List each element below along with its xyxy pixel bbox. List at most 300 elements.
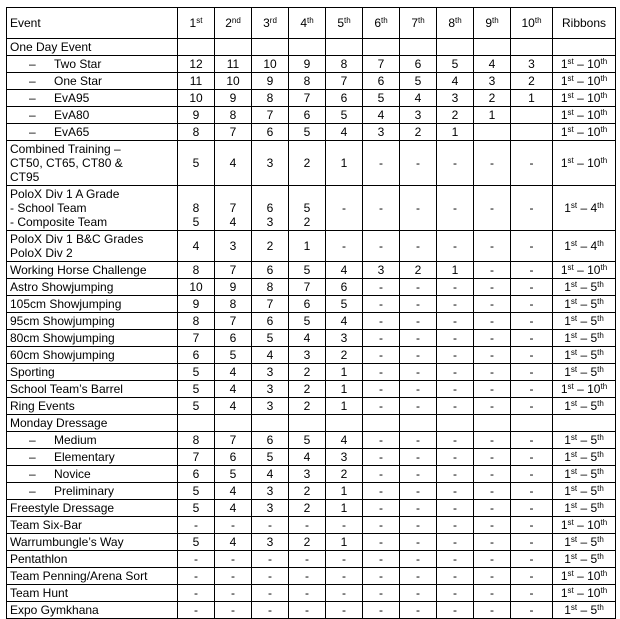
points-cell-3: [252, 186, 289, 231]
ribbon-from: 1: [560, 586, 568, 600]
event-name-cell: [7, 381, 178, 398]
points-cell-1: 6: [178, 466, 215, 483]
event-name-text: EvA65: [54, 125, 90, 139]
points-cell-2: 9: [215, 90, 252, 107]
points-cell-9: -: [474, 296, 511, 313]
table-row: [7, 313, 616, 330]
points-cell-8: 5: [437, 56, 474, 73]
place-header-suffix: th: [307, 16, 314, 25]
points-cell-10: -: [511, 602, 553, 619]
event-name-text: Monday Dressage: [10, 416, 108, 430]
event-name-cell: [7, 432, 178, 449]
points-cell-3: 10: [252, 56, 289, 73]
event-name-cell: [7, 585, 178, 602]
points-value: [514, 215, 549, 229]
points-cell-1: 5: [178, 500, 215, 517]
points-cell-4: 2: [289, 500, 326, 517]
points-cell-9: -: [474, 517, 511, 534]
points-value: [403, 187, 433, 201]
points-cell-7: -: [400, 449, 437, 466]
points-cell-1: -: [178, 602, 215, 619]
indent-dash: –: [29, 74, 36, 88]
event-name-line: [29, 91, 174, 105]
ribbon-from: 1: [560, 108, 568, 122]
event-name-cell: [7, 296, 178, 313]
ribbon-sep: –: [577, 280, 591, 294]
event-name-text: Team Six-Bar: [10, 518, 83, 532]
points-cell-9: -: [474, 534, 511, 551]
indent-dash: –: [29, 125, 36, 139]
event-name-cell: [7, 39, 178, 56]
points-cell-10: -: [511, 466, 553, 483]
event-name-cell: [7, 279, 178, 296]
points-cell-6: 3: [363, 124, 400, 141]
points-cell-5: -: [326, 568, 363, 585]
points-cell-6: [363, 415, 400, 432]
points-value: [292, 187, 322, 201]
points-cell-3: 9: [252, 73, 289, 90]
points-cell-3: [252, 415, 289, 432]
points-value: -: [379, 201, 383, 215]
points-cell-8: -: [437, 568, 474, 585]
ribbons-cell: [553, 73, 616, 90]
ribbon-sep: –: [577, 501, 591, 515]
event-name-line: [10, 201, 174, 215]
points-cell-3: -: [252, 551, 289, 568]
points-cell-8: [437, 39, 474, 56]
points-cell-8: -: [437, 296, 474, 313]
points-cell-10: [511, 415, 553, 432]
ribbons-cell: [553, 517, 616, 534]
points-cell-2: -: [215, 568, 252, 585]
event-name-text: Medium: [54, 433, 97, 447]
ribbon-from: 1: [564, 365, 571, 379]
event-name-line: [10, 518, 174, 532]
event-name-line: [29, 450, 174, 464]
points-cell-4: 9: [289, 56, 326, 73]
points-cell-9: -: [474, 279, 511, 296]
table-row: [7, 551, 616, 568]
indent-dash: –: [29, 450, 36, 464]
table-row: [7, 483, 616, 500]
ribbon-sep: –: [573, 91, 588, 105]
points-cell-2: 5: [215, 466, 252, 483]
points-cell-9: 1: [474, 107, 511, 124]
points-cell-6: -: [363, 602, 400, 619]
points-cell-6: -: [363, 313, 400, 330]
points-value: [329, 187, 359, 201]
points-cell-6: -: [363, 551, 400, 568]
points-cell-3: 4: [252, 466, 289, 483]
points-cell-2: 6: [215, 449, 252, 466]
ribbon-sep: –: [577, 331, 591, 345]
table-row: [7, 90, 616, 107]
points-cell-5: 1: [326, 364, 363, 381]
ribbon-to-suf: th: [600, 586, 608, 595]
event-name-line: [10, 314, 174, 328]
ribbon-from-suf: st: [567, 57, 574, 66]
points-cell-7: -: [400, 330, 437, 347]
ribbon-to: 10: [587, 125, 601, 139]
ribbon-to: 10: [587, 382, 601, 396]
ribbons-cell: [553, 602, 616, 619]
points-cell-7: -: [400, 432, 437, 449]
ribbon-from-suf: st: [570, 365, 578, 374]
event-name-cell: [7, 568, 178, 585]
points-cell-3: 5: [252, 449, 289, 466]
points-cell-1: 7: [178, 449, 215, 466]
ribbon-from: 1: [564, 314, 571, 328]
ribbon-from-suf: st: [570, 348, 578, 357]
points-cell-10: -: [511, 381, 553, 398]
points-cell-2: -: [215, 551, 252, 568]
table-row: [7, 449, 616, 466]
points-value: -: [529, 201, 534, 215]
event-column-header: Event: [7, 8, 178, 39]
ribbons-cell: [553, 347, 616, 364]
ribbon-to-suf: th: [597, 331, 604, 340]
event-name-cell: [7, 500, 178, 517]
points-cell-8: -: [437, 381, 474, 398]
points-cell-4: 2: [289, 364, 326, 381]
points-cell-5: 4: [326, 124, 363, 141]
event-name-text: Warrumbungle’s Way: [10, 535, 124, 549]
points-cell-7: 2: [400, 124, 437, 141]
points-cell-1: 5: [178, 483, 215, 500]
points-value: [366, 187, 396, 201]
points-cell-8: -: [437, 466, 474, 483]
points-cell-6: -: [363, 534, 400, 551]
ribbon-from: 1: [564, 201, 571, 215]
ribbon-to-suf: th: [600, 108, 608, 117]
place-header-suffix: rd: [269, 16, 277, 25]
points-cell-5: 1: [326, 483, 363, 500]
ribbon-from-suf: st: [567, 518, 574, 527]
points-cell-1: [178, 186, 215, 231]
event-name-text: One Day Event: [10, 40, 92, 54]
event-name-cell: [7, 107, 178, 124]
points-cell-2: 8: [215, 107, 252, 124]
place-header-3: [252, 8, 289, 39]
event-name-text: 95cm Showjumping: [10, 314, 115, 328]
event-name-text: Combined Training –: [10, 142, 121, 156]
ribbons-cell: [553, 483, 616, 500]
points-cell-2: 4: [215, 141, 252, 186]
points-cell-3: 7: [252, 296, 289, 313]
event-name-text: EvA80: [54, 108, 90, 122]
ribbons-cell: [553, 313, 616, 330]
points-value: [514, 187, 549, 201]
points-cell-4: [289, 415, 326, 432]
points-cell-5: [326, 186, 363, 231]
table-row: [7, 602, 616, 619]
table-row: [7, 279, 616, 296]
points-cell-2: 7: [215, 313, 252, 330]
points-value: [477, 215, 507, 229]
points-cell-4: 2: [289, 483, 326, 500]
points-cell-4: -: [289, 585, 326, 602]
ribbon-to: 5: [590, 280, 598, 294]
table-row: [7, 517, 616, 534]
points-cell-2: 4: [215, 500, 252, 517]
points-cell-8: -: [437, 347, 474, 364]
points-cell-6: 6: [363, 73, 400, 90]
table-row: [7, 56, 616, 73]
points-cell-5: -: [326, 517, 363, 534]
ribbon-from-suf: st: [570, 467, 578, 476]
ribbon-from: 1: [560, 91, 568, 105]
section-row: [7, 39, 616, 56]
event-name-line: [10, 365, 174, 379]
points-cell-9: -: [474, 262, 511, 279]
points-cell-8: -: [437, 364, 474, 381]
points-cell-5: 1: [326, 500, 363, 517]
points-cell-4: 4: [289, 449, 326, 466]
ribbon-sep: –: [577, 603, 591, 617]
points-cell-2: 8: [215, 296, 252, 313]
points-cell-5: 8: [326, 56, 363, 73]
place-header-2: [215, 8, 252, 39]
points-cell-2: -: [215, 585, 252, 602]
event-name-cell: [7, 73, 178, 90]
points-cell-5: [326, 415, 363, 432]
points-cell-9: -: [474, 483, 511, 500]
place-header-num: 2: [225, 16, 232, 30]
ribbon-from: 1: [564, 535, 571, 549]
ribbon-from-suf: st: [570, 552, 578, 561]
points-cell-2: 4: [215, 364, 252, 381]
points-cell-9: -: [474, 313, 511, 330]
points-cell-9: [474, 39, 511, 56]
event-name-line: [10, 297, 174, 311]
event-name-cell: [7, 231, 178, 262]
event-name-text: School Team’s Barrel: [10, 382, 123, 396]
points-cell-8: -: [437, 231, 474, 262]
table-row: [7, 296, 616, 313]
ribbon-sep: –: [577, 552, 591, 566]
event-name-line: [10, 535, 174, 549]
points-cell-10: -: [511, 262, 553, 279]
table-row: [7, 500, 616, 517]
points-cell-8: -: [437, 141, 474, 186]
ribbons-cell: [553, 551, 616, 568]
points-cell-9: -: [474, 364, 511, 381]
ribbon-to-suf: th: [600, 263, 608, 272]
ribbon-from-suf: st: [567, 156, 574, 165]
event-name-line: [10, 552, 174, 566]
points-cell-7: -: [400, 398, 437, 415]
event-name-cell: [7, 313, 178, 330]
ribbons-cell: [553, 364, 616, 381]
points-value: [255, 187, 285, 201]
points-value: [366, 215, 396, 229]
points-cell-9: -: [474, 347, 511, 364]
ribbon-to: 5: [590, 484, 598, 498]
table-row: [7, 107, 616, 124]
ribbon-sep: –: [577, 297, 591, 311]
points-cell-7: [400, 186, 437, 231]
event-name-line: [10, 382, 174, 396]
points-cell-10: -: [511, 347, 553, 364]
points-cell-7: 5: [400, 73, 437, 90]
points-cell-6: [363, 186, 400, 231]
ribbon-to-suf: th: [600, 91, 608, 100]
points-cell-3: 8: [252, 279, 289, 296]
event-name-line: [10, 331, 174, 345]
points-cell-3: -: [252, 568, 289, 585]
points-cell-6: -: [363, 585, 400, 602]
points-cell-10: [511, 107, 553, 124]
event-name-cell: [7, 466, 178, 483]
points-cell-5: -: [326, 585, 363, 602]
ribbon-to-suf: th: [597, 314, 604, 323]
ribbons-cell: [553, 432, 616, 449]
event-name-line: [10, 215, 174, 229]
points-value: [477, 187, 507, 201]
ribbon-sep: –: [573, 57, 588, 71]
ribbon-to-suf: th: [597, 348, 604, 357]
points-cell-5: 1: [326, 534, 363, 551]
ribbon-sep: –: [573, 74, 588, 88]
event-name-line: [10, 156, 174, 170]
ribbons-cell: [553, 449, 616, 466]
ribbon-sep: –: [573, 125, 588, 139]
points-cell-5: 7: [326, 73, 363, 90]
place-header-num: 7: [411, 16, 418, 30]
points-cell-6: -: [363, 483, 400, 500]
points-cell-7: 2: [400, 262, 437, 279]
ribbon-sep: –: [577, 365, 591, 379]
points-cell-6: 7: [363, 56, 400, 73]
event-name-cell: [7, 141, 178, 186]
ribbon-from: 1: [564, 450, 571, 464]
points-cell-10: -: [511, 398, 553, 415]
ribbons-cell: [553, 90, 616, 107]
place-header-9: [474, 8, 511, 39]
points-cell-8: -: [437, 432, 474, 449]
points-cell-2: -: [215, 602, 252, 619]
event-name-cell: [7, 330, 178, 347]
points-cell-2: 6: [215, 330, 252, 347]
points-cell-3: 3: [252, 141, 289, 186]
points-cell-6: -: [363, 398, 400, 415]
points-cell-7: -: [400, 141, 437, 186]
event-name-cell: [7, 186, 178, 231]
points-cell-8: -: [437, 449, 474, 466]
points-cell-10: -: [511, 568, 553, 585]
points-cell-9: -: [474, 381, 511, 398]
ribbon-from: 1: [564, 239, 571, 253]
ribbon-from: 1: [560, 569, 568, 583]
points-cell-10: -: [511, 432, 553, 449]
points-value: [403, 215, 433, 229]
points-cell-1: 7: [178, 330, 215, 347]
event-name-line: [10, 187, 174, 201]
points-cell-9: -: [474, 330, 511, 347]
points-cell-7: 3: [400, 107, 437, 124]
points-value: 5: [303, 201, 311, 215]
points-cell-6: -: [363, 141, 400, 186]
points-cell-1: 5: [178, 364, 215, 381]
ribbon-to-suf: th: [597, 467, 604, 476]
ribbon-from-suf: st: [567, 91, 574, 100]
ribbon-from-suf: st: [567, 382, 574, 391]
event-name-line: [10, 170, 174, 184]
points-cell-10: -: [511, 500, 553, 517]
ribbon-from: 1: [564, 433, 571, 447]
event-name-cell: [7, 551, 178, 568]
table-row: [7, 534, 616, 551]
event-name-line: [10, 280, 174, 294]
place-header-num: 6: [374, 16, 381, 30]
ribbons-cell: [553, 500, 616, 517]
points-value: [329, 215, 359, 229]
points-cell-4: 8: [289, 73, 326, 90]
ribbon-from-suf: st: [570, 603, 578, 612]
points-cell-2: 7: [215, 262, 252, 279]
ribbon-from: 1: [560, 57, 568, 71]
ribbon-from: 1: [564, 603, 571, 617]
place-header-num: 5: [337, 16, 344, 30]
indent-dash: –: [29, 91, 36, 105]
place-header-num: 9: [485, 16, 492, 30]
event-name-line: [10, 586, 174, 600]
points-cell-4: 3: [289, 466, 326, 483]
points-cell-1: 5: [178, 141, 215, 186]
points-cell-6: -: [363, 381, 400, 398]
place-header-suffix: st: [196, 16, 203, 25]
points-cell-4: -: [289, 568, 326, 585]
ribbon-sep: –: [577, 399, 591, 413]
table-row: [7, 124, 616, 141]
points-cell-7: -: [400, 585, 437, 602]
ribbon-to: 10: [587, 586, 601, 600]
ribbon-to: 5: [590, 399, 598, 413]
points-cell-7: -: [400, 534, 437, 551]
place-header-num: 3: [263, 16, 270, 30]
event-name-line: [29, 484, 174, 498]
points-cell-10: -: [511, 585, 553, 602]
points-cell-3: -: [252, 585, 289, 602]
ribbon-from: 1: [564, 297, 571, 311]
points-cell-1: 12: [178, 56, 215, 73]
ribbon-to-suf: th: [597, 450, 604, 459]
event-name-line: [10, 40, 174, 54]
event-name-cell: [7, 534, 178, 551]
ribbon-to-suf: th: [600, 569, 608, 578]
indent-dash: –: [29, 467, 36, 481]
ribbon-from: 1: [564, 484, 571, 498]
points-cell-6: [363, 39, 400, 56]
points-cell-6: 5: [363, 90, 400, 107]
table-row: [7, 381, 616, 398]
event-name-text: 105cm Showjumping: [10, 297, 122, 311]
points-cell-4: 5: [289, 313, 326, 330]
ribbon-to-suf: th: [597, 433, 604, 442]
ribbon-to: 10: [587, 91, 601, 105]
ribbon-from-suf: st: [570, 484, 578, 493]
points-cell-1: [178, 415, 215, 432]
points-cell-2: 11: [215, 56, 252, 73]
event-name-text: Working Horse Challenge: [10, 263, 147, 277]
ribbon-sep: –: [573, 382, 588, 396]
points-cell-2: 10: [215, 73, 252, 90]
ribbon-sep: –: [573, 569, 588, 583]
ribbon-sep: –: [577, 484, 591, 498]
points-cell-9: -: [474, 500, 511, 517]
points-cell-7: -: [400, 364, 437, 381]
event-name-text: Team Hunt: [10, 586, 69, 600]
